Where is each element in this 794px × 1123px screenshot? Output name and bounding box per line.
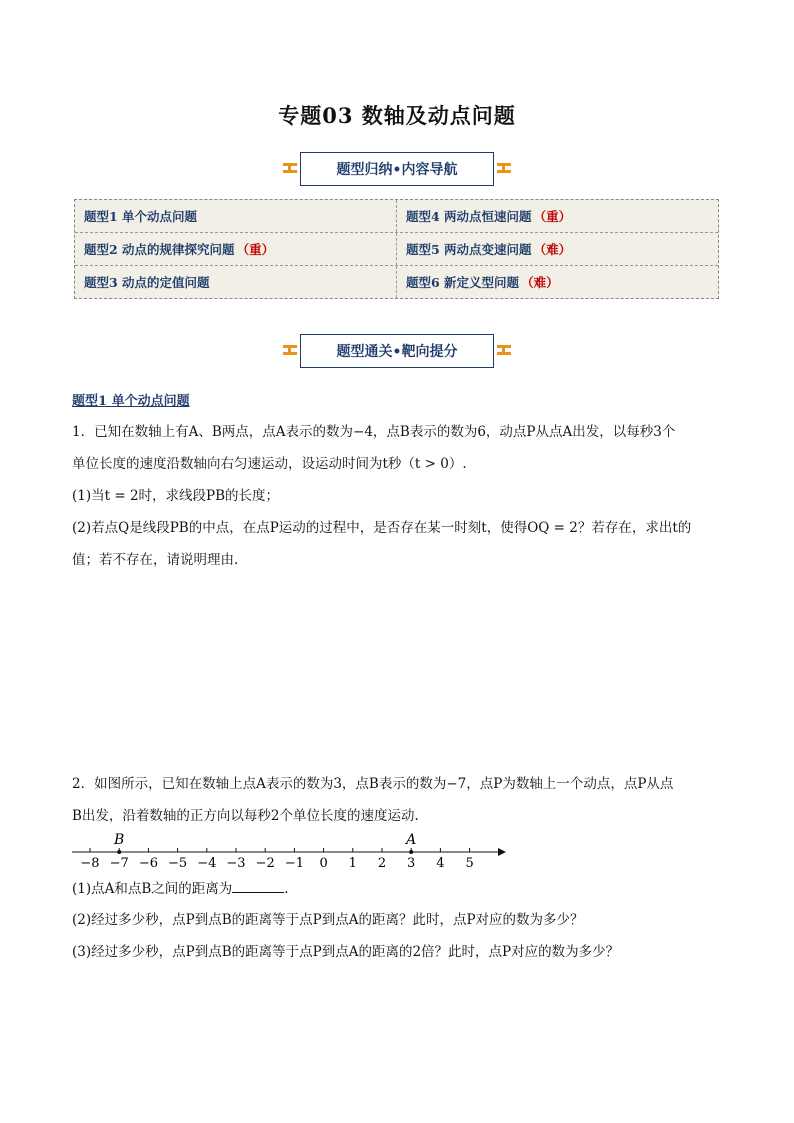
- nav-item-type4[interactable]: 题型4 两动点恒速问题 （重）: [396, 200, 718, 232]
- tick-label: 3: [407, 856, 416, 870]
- arrow-icon: [498, 848, 506, 856]
- nav-row: [75, 233, 718, 266]
- banner-practice: [300, 334, 494, 368]
- tick-label: −5: [168, 856, 188, 870]
- point-label: B: [114, 832, 125, 848]
- page-title: 专题03 数轴及动点问题: [278, 103, 516, 128]
- tick-label: 0: [319, 856, 328, 870]
- banner-content-nav: [300, 152, 494, 186]
- decor-icon: [497, 344, 511, 358]
- nav-row: [75, 200, 718, 233]
- banner-label: 题型归纳•内容导航: [336, 162, 458, 178]
- nav-row: [75, 266, 718, 298]
- tick-label: −6: [138, 856, 158, 870]
- q1-part1: (1)当t = 2时，求线段PB的长度；: [72, 488, 280, 504]
- decor-icon: [497, 162, 511, 176]
- topic-nav-table: [74, 199, 719, 299]
- nav-item-type6[interactable]: 题型6 新定义型问题 （难）: [396, 266, 718, 298]
- q1-line2: 单位长度的速度沿数轴向右匀速运动，设运动时间为t秒（t > 0）.: [72, 456, 467, 472]
- section-heading[interactable]: 题型1 单个动点问题: [72, 394, 190, 409]
- tick-label: 5: [465, 856, 474, 870]
- decor-icon: [283, 162, 297, 176]
- nav-item-type5[interactable]: 题型5 两动点变速问题 （难）: [396, 233, 718, 265]
- q2-line1: 2．如图所示，已知在数轴上点A表示的数为3，点B表示的数为−7，点P为数轴上一个动点，点P从点: [72, 776, 674, 792]
- point-marker: [409, 850, 413, 854]
- tick-label: 4: [436, 856, 445, 870]
- tick-label: 1: [348, 856, 357, 870]
- q1-part2-cont: 值；若不存在，请说明理由.: [72, 552, 239, 568]
- q2-part3: (3)经过多少秒，点P到点B的距离等于点P到点A的距离的2倍？此时，点P对应的数为多少？: [72, 944, 620, 960]
- tick-label: −7: [109, 856, 129, 870]
- q2-part1: (1)点A和点B之间的距离为 .: [72, 878, 722, 899]
- q1-part2: (2)若点Q是线段PB的中点，在点P运动的过程中，是否存在某一时刻t，使得OQ = 2？若存在，求出t的: [72, 520, 692, 536]
- answer-blank[interactable]: [232, 878, 284, 893]
- tick-label: −4: [197, 856, 217, 870]
- nav-item-type2[interactable]: 题型2 动点的规律探究问题 （重）: [84, 242, 275, 257]
- q2-line2: B出发，沿着数轴的正方向以每秒2个单位长度的速度运动.: [72, 808, 419, 824]
- tick-label: −8: [80, 856, 100, 870]
- tick-label: 2: [377, 856, 387, 870]
- nav-item-type3[interactable]: 题型3 动点的定值问题: [84, 275, 210, 290]
- tick-label: −3: [226, 856, 246, 870]
- banner-label: 题型通关•靶向提分: [336, 344, 458, 360]
- q2-part2: (2)经过多少秒，点P到点B的距离等于点P到点A的距离？此时，点P对应的数为多少？: [72, 912, 584, 928]
- q1-line1: 1．已知在数轴上有A、B两点，点A表示的数为−4，点B表示的数为6，动点P从点A出发，以每秒3个: [72, 424, 676, 440]
- nav-item-type1[interactable]: 题型1 单个动点问题: [84, 209, 198, 224]
- point-marker: [117, 850, 121, 854]
- tick-label: −1: [284, 856, 304, 870]
- point-label: A: [406, 832, 417, 848]
- number-line-figure: [70, 828, 520, 870]
- decor-icon: [283, 344, 297, 358]
- tick-label: −2: [255, 856, 275, 870]
